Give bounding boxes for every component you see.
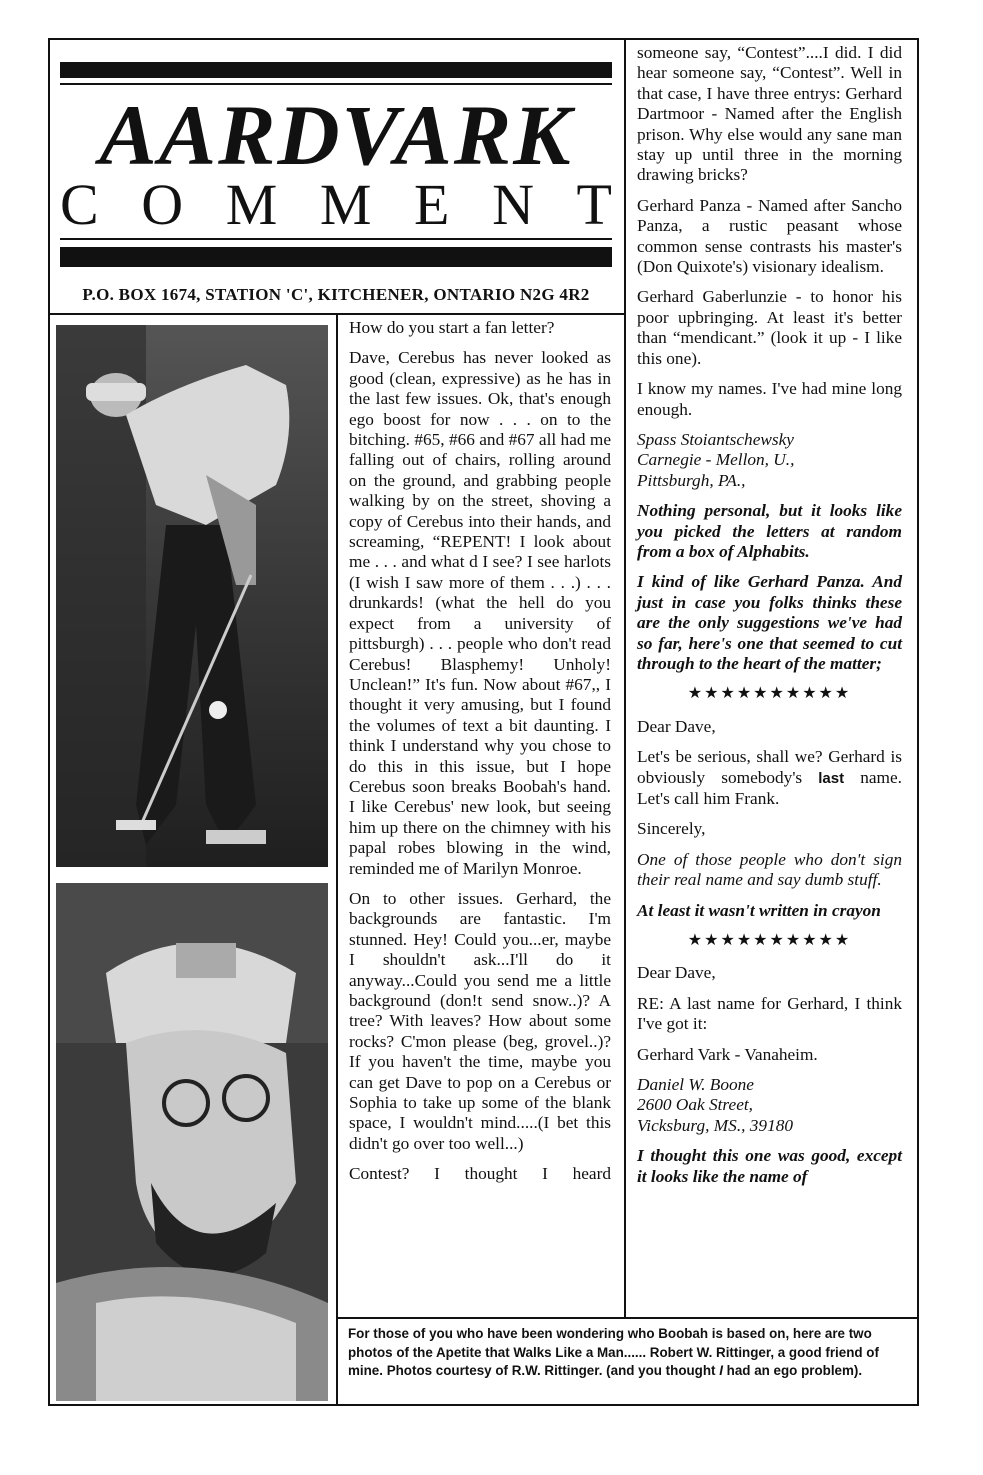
editor-reply: I thought this one was good, except it looks like the name of	[637, 1146, 902, 1186]
letter-paragraph: RE: A last name for Gerhard, I think I've got it:	[637, 993, 902, 1034]
divider-header-right	[624, 38, 626, 1318]
letter-paragraph: someone say, “Contest”....I did. I did hear someone say, “Contest”. Well in that case, I have three entrys: Gerhard Dartmoor - Named after the English prison. Why else would any sane man stay up until three in the morning drawing bricks?	[637, 43, 902, 185]
editor-reply: At least it wasn't written in crayon	[637, 900, 881, 920]
masthead-bar-bottom	[60, 247, 612, 267]
caption-text: had an ego problem).	[722, 1363, 863, 1379]
letter-paragraph: Gerhard Vark - Vanaheim.	[637, 1044, 818, 1064]
stars-separator: ★★★★★★★★★★	[687, 685, 852, 703]
signature-block	[637, 430, 902, 491]
photo-golfer-swing	[56, 325, 328, 867]
photo-caption	[348, 1325, 910, 1381]
letter-paragraph: Dave, Cerebus has never looked as good (clean, expressive) as he has in the last few issues. Ok, that's enough ego boost for now . . . on to the bitching. #65, #66 and #67 all had me falling out of chairs, rolling around on the ground, and grabbing people walking by on the street, shoving a copy of Cerebus into their hands, and screaming, “REPENT! I look about me . . . and what d I see? I see harlots (I wish I saw more of them . . .) . . . drunkards! (what the hell do you expect from a university of pittsburgh) . . . people who don't read Cerebus! Blasphemy! Unholy! Unclean!” It's fun. Now about #67,, I thought it very amusing, but I found the volumes of text a bit daunting. I think I understand why you chose to do this in this issue, but I hope Cerebus soon breaks Boobah's hand. I like Cerebus' new look, but seeing him up there on the chimney with his papal robes blowing in the wind, reminded me of Marilyn Monroe.	[349, 348, 611, 878]
comment-letter: E	[414, 172, 450, 237]
letter-paragraph: Gerhard Gaberlunzie - to honor his poor upbringing. At least it's better than “mendicant.” (look it up - I like this one).	[637, 287, 902, 368]
letter-paragraph: Contest? I thought I heard	[349, 1164, 611, 1184]
comment-letter: T	[576, 172, 612, 237]
photo-portrait-cap-glasses	[56, 883, 328, 1401]
masthead-title-comment	[60, 172, 612, 237]
letter-paragraph: On to other issues. Gerhard, the backgrounds are fantastic. I'm stunned. Hey! Could you...er, maybe I shouldn't ask...I'll do it anyway...Could you send me a little background (don!t send snow..)? A tree? With leaves? How about some rocks? C'mon please (beg, grovel..)? If you haven't the time, maybe you can get Dave to pop on a Cerebus or Sophia to take up some of the blank space, I wouldn't mind.....(I bet this didn't go over too well...)	[349, 888, 611, 1153]
signature-line: Pittsburgh, PA.,	[637, 470, 746, 490]
signature-line: Carnegie - Mellon, U.,	[637, 450, 795, 470]
masthead-bar-top	[60, 62, 612, 78]
text-span: name. Let's call him Frank.	[637, 767, 902, 808]
comment-letter: O	[141, 172, 184, 237]
letter-paragraph: How do you start a fan letter?	[349, 318, 555, 337]
masthead-title-aardvark: AARDVARK	[99, 87, 573, 183]
signature-block: One of those people who don't sign their real name and say dumb stuff.	[637, 849, 902, 890]
letter-column-middle	[349, 318, 611, 1195]
editor-reply: Nothing personal, but it looks like you picked the letters at random from a box of Alphabits.	[637, 501, 902, 561]
signature-line: Vicksburg, MS., 39180	[637, 1115, 793, 1135]
salutation: Dear Dave,	[637, 963, 716, 983]
salutation: Dear Dave,	[637, 716, 716, 736]
letter-paragraph	[637, 747, 902, 809]
divider-above-caption	[336, 1317, 919, 1319]
stars-separator: ★★★★★★★★★★	[687, 932, 852, 950]
comment-letter: N	[492, 172, 534, 237]
emphasis-last: last	[818, 769, 845, 787]
comment-letter: M	[319, 172, 372, 237]
portrait-illustration	[56, 883, 328, 1401]
divider-photo-text	[336, 313, 338, 1406]
signature-line: 2600 Oak Street,	[637, 1095, 753, 1115]
comment-letter: M	[225, 172, 278, 237]
editor-reply: I kind of like Gerhard Panza. And just in case you folks thinks these are the only suggestions we've had so far, here's one that seemed to cut through to the heart of the matter;	[637, 572, 902, 673]
letter-paragraph: I know my names. I've had mine long enough.	[637, 379, 902, 419]
text-span: Let's be serious, shall we? Gerhard is obviously somebody's	[637, 747, 902, 787]
mailing-address: P.O. BOX 1674, STATION 'C', KITCHENER, ONTARIO N2G 4R2	[82, 285, 590, 304]
masthead-rule-top	[60, 83, 612, 85]
letter-column-right	[637, 43, 902, 1197]
signature-block	[637, 1075, 902, 1136]
letter-paragraph: Gerhard Panza - Named after Sancho Panza, a rustic peasant whose common sense contrasts his master's (Don Quixote's) visionary idealism.	[637, 195, 902, 277]
signature-line: Daniel W. Boone	[637, 1075, 754, 1095]
signature-line: Spass Stoiantschewsky	[637, 429, 794, 449]
closing: Sincerely,	[637, 819, 706, 839]
caption-italic: I	[719, 1363, 723, 1379]
comment-letter: C	[60, 172, 99, 237]
caption-text: For those of you who have been wondering who Boobah is based on, here are two photos of the Apetite that Walks Like a Man...... Robert W. Rittinger, a good friend of mine. Photos courtesy of R.W. Rittinger. (and you thought	[348, 1326, 879, 1379]
masthead-rule-bottom	[60, 238, 612, 240]
golfer-swing-illustration	[56, 325, 328, 867]
